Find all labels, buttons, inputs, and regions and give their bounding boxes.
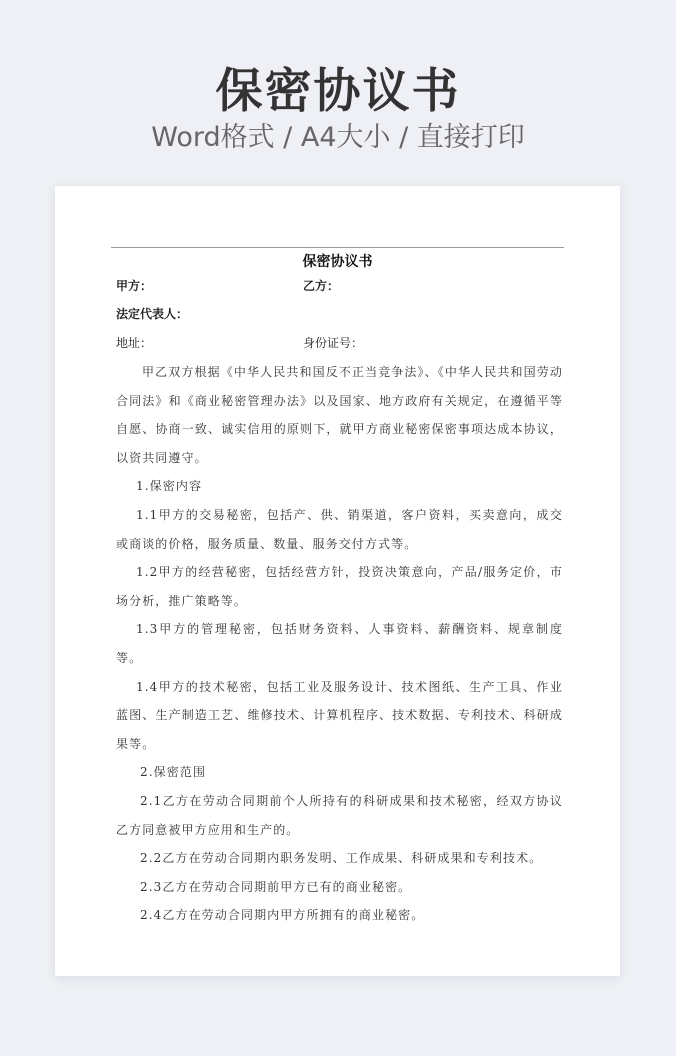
clause-2-4: 2.4乙方在劳动合同期内甲方所拥有的商业秘密。 [140, 908, 425, 923]
document-body [116, 358, 563, 930]
party-a-label: 甲方： [116, 279, 153, 293]
party-b-label: 乙方： [303, 279, 340, 293]
clause-2-1: 2.1乙方在劳动合同期前个人所持有的科研成果和技术秘密，经双方协议乙方同意被甲方应用和生产的。 [116, 793, 563, 837]
clause-2-2: 2.2乙方在劳动合同期内职务发明、工作成果、科研成果和专利技术。 [140, 851, 543, 866]
header [0, 0, 676, 180]
clause-1-2: 1.2甲方的经营秘密，包括经营方针，投资决策意向，产品/服务定价，市场分析，推广策略等。 [116, 565, 563, 608]
header-rule [111, 247, 564, 248]
clause-1-3: 1.3甲方的管理秘密，包括财务资料、人事资料、薪酬资料、规章制度等。 [116, 622, 563, 665]
document-title: 保密协议书 [302, 254, 373, 270]
document-page [55, 186, 620, 976]
page-subtitle: Word格式 / A4大小 / 直接打印 [151, 122, 525, 153]
section-heading-confidential-scope: 2.保密范围 [140, 765, 207, 780]
address-label: 地址： [116, 336, 153, 350]
intro-paragraph: 甲乙双方根据《中华人民共和国反不正当竞争法》、《中华人民共和国劳动合同法》和《商业秘密管理办法》以及国家、地方政府有关规定，在遵循平等自愿、协商一致、诚实信用的原则下，就甲方商业秘密保密事项达成本协议，以资共同遵守。 [116, 365, 563, 465]
clause-1-4: 1.4甲方的技术秘密，包括工业及服务设计、技术图纸、生产工具、作业蓝图、生产制造工艺、维修技术、计算机程序、技术数据、专利技术、科研成果等。 [116, 679, 563, 751]
section-heading-confidential-content: 1.保密内容 [136, 479, 203, 494]
clause-2-3: 2.3乙方在劳动合同期前甲方已有的商业秘密。 [140, 879, 412, 894]
id-number-label: 身份证号： [303, 336, 364, 350]
page-title: 保密协议书 [215, 64, 461, 119]
legal-representative-label: 法定代表人： [116, 307, 189, 321]
clause-1-1: 1.1甲方的交易秘密，包括产、供、销渠道，客户资料，买卖意向，成交或商谈的价格，服务质量、数量、服务交付方式等。 [116, 507, 563, 551]
